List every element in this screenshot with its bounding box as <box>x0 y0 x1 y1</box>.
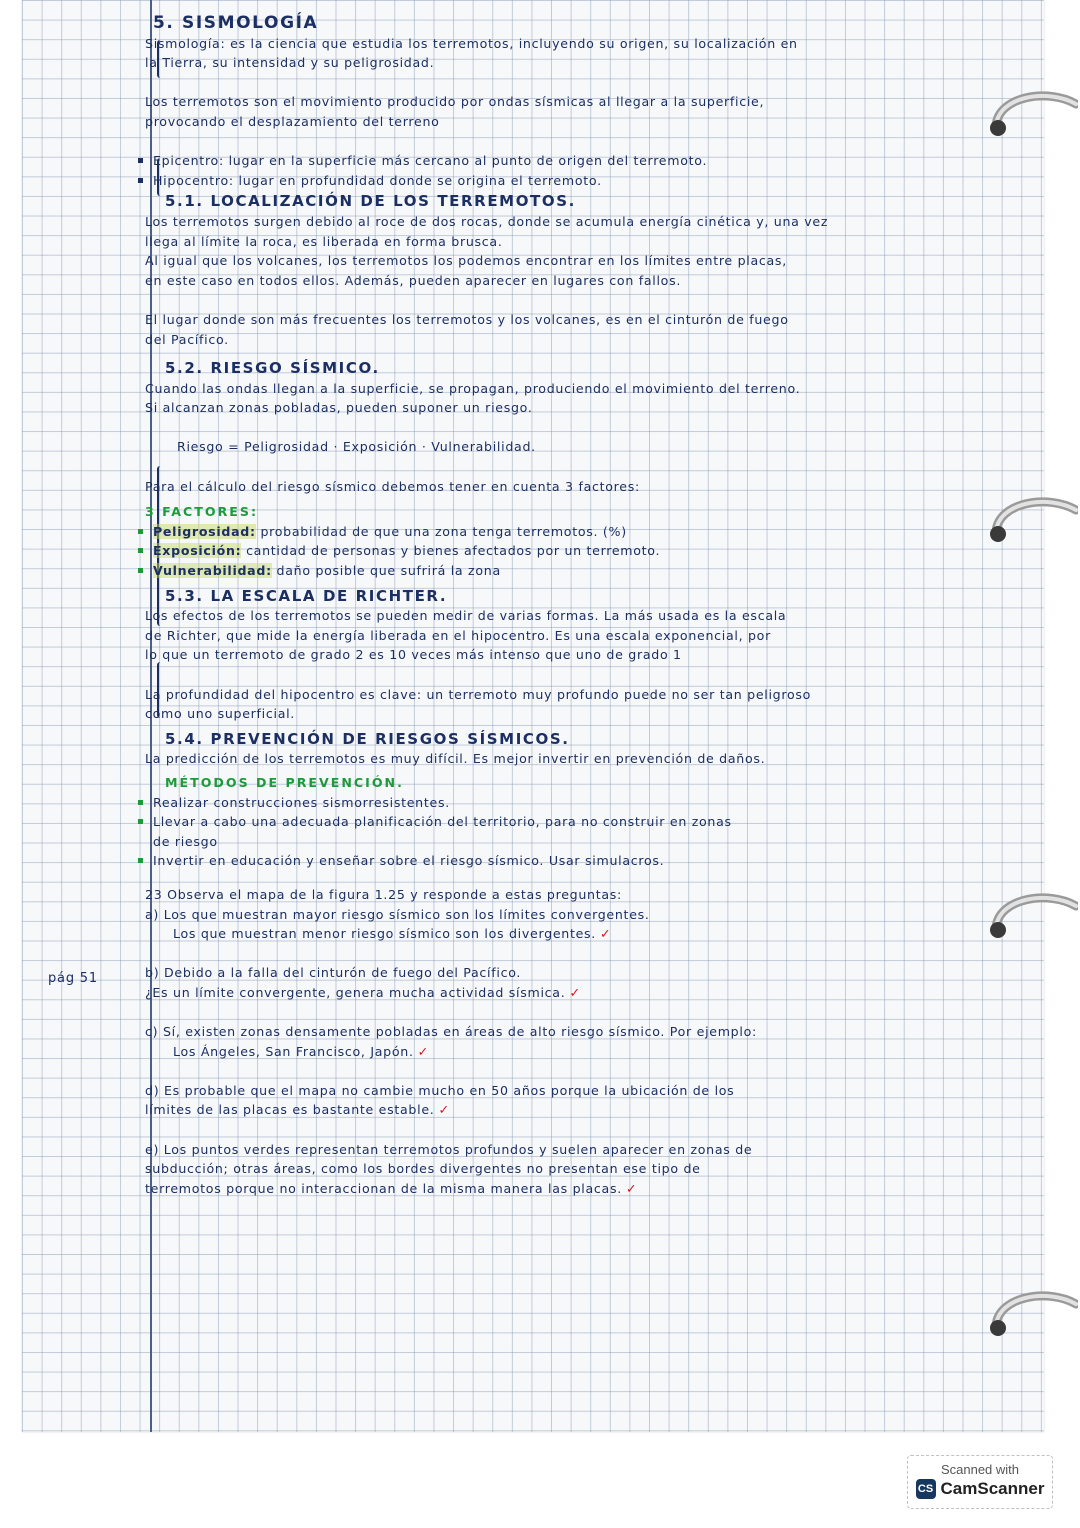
answer-line: c) Sí, existen zonas densamente pobladas en áreas de alto riesgo sísmico. Por ejemplo: <box>145 1024 757 1040</box>
section-title: 5.4. PREVENCIÓN DE RIESGOS SÍSMICOS. <box>165 729 570 748</box>
method-item: Realizar construcciones sismorresistentes. <box>145 793 1015 813</box>
stamp-brand <box>908 1479 1052 1499</box>
answer-line: d) Es probable que el mapa no cambie mucho en 50 años porque la ubicación de los <box>145 1082 735 1098</box>
notes-content <box>145 14 1015 1198</box>
factors-heading: 3 FACTORES: <box>145 504 258 520</box>
text-line: en este caso en todos ellos. Además, pueden aparecer en lugares con fallos. <box>145 272 682 288</box>
section-title: 5.1. LOCALIZACIÓN DE LOS TERREMOTOS. <box>165 192 576 211</box>
checkmark-icon: ✓ <box>417 1043 429 1059</box>
section-title: 5.3. LA ESCALA DE RICHTER. <box>165 586 448 605</box>
camscanner-logo-icon: CS <box>916 1479 936 1499</box>
checkmark-icon: ✓ <box>438 1102 450 1118</box>
text-line: Para el cálculo del riesgo sísmico debemos tener en cuenta 3 factores: <box>145 478 640 494</box>
methods-heading: MÉTODOS DE PREVENCIÓN. <box>165 774 404 790</box>
text-line: Si alcanzan zonas pobladas, pueden suponer un riesgo. <box>145 400 533 416</box>
answer-line: límites de las placas es bastante estable. ✓ <box>145 1102 450 1118</box>
text-line: La predicción de los terremotos es muy difícil. Es mejor invertir en prevención de daños. <box>145 751 766 767</box>
method-item: Llevar a cabo una adecuada planificación del territorio, para no construir en zonas <box>145 812 1015 832</box>
text-line: Cuando las ondas llegan a la superficie, se propagan, produciendo el movimiento del terreno. <box>145 380 801 396</box>
factor-term: Peligrosidad: <box>153 523 256 539</box>
factor-item <box>145 522 1015 542</box>
text-line: La profundidad del hipocentro es clave: un terremoto muy profundo puede no ser tan peligroso <box>145 686 812 702</box>
answer-line: e) Los puntos verdes representan terremotos profundos y suelen aparecer en zonas de <box>145 1141 753 1157</box>
camscanner-stamp <box>907 1455 1053 1509</box>
text-line: Los terremotos son el movimiento producido por ondas sísmicas al llegar a la superficie, <box>145 94 765 110</box>
text-line: Sismología: es la ciencia que estudia los terremotos, incluyendo su origen, su localización en <box>145 35 798 51</box>
page-reference: pág 51 <box>48 971 98 986</box>
section-title: 5. SISMOLOGÍA <box>153 13 319 33</box>
exercise-question: 23 Observa el mapa de la figura 1.25 y responde a estas preguntas: <box>145 886 622 902</box>
text-line: Los terremotos surgen debido al roce de dos rocas, donde se acumula energía cinética y, una vez <box>145 213 829 229</box>
text-line: lo que un terremoto de grado 2 es 10 veces más intenso que uno de grado 1 <box>145 647 682 663</box>
text-line: del Pacífico. <box>145 331 229 347</box>
answer-line: terremotos porque no interaccionan de la misma manera las placas. ✓ <box>145 1180 638 1196</box>
answer-line: subducción; otras áreas, como los bordes divergentes no presentan ese tipo de <box>145 1161 701 1177</box>
text-line: como uno superficial. <box>145 706 296 722</box>
method-item-continued: de riesgo <box>153 833 218 849</box>
answer-line: b) Debido a la falla del cinturón de fuego del Pacífico. <box>145 965 522 981</box>
bullet-item: Epicentro: lugar en la superficie más cercano al punto de origen del terremoto. <box>145 151 1015 171</box>
checkmark-icon: ✓ <box>600 926 612 942</box>
text-line: llega al límite la roca, es liberada en forma brusca. <box>145 233 503 249</box>
text-line: El lugar donde son más frecuentes los terremotos y los volcanes, es en el cinturón de fuego <box>145 311 789 327</box>
binder-ring-icon <box>988 1286 1078 1338</box>
text-line: provocando el desplazamiento del terreno <box>145 113 440 129</box>
checkmark-icon: ✓ <box>569 984 581 1000</box>
answer-line: Los Ángeles, San Francisco, Japón. ✓ <box>173 1043 429 1059</box>
stamp-caption: Scanned with <box>940 1462 1020 1477</box>
answer-line: a) Los que muestran mayor riesgo sísmico son los límites convergentes. <box>145 906 650 922</box>
text-line: Al igual que los volcanes, los terremotos los podemos encontrar en los límites entre placas, <box>145 253 787 269</box>
checkmark-icon: ✓ <box>625 1180 638 1196</box>
factor-item <box>145 561 1015 581</box>
text-line: la Tierra, su intensidad y su peligrosidad. <box>145 55 435 71</box>
answer-line: Los que muestran menor riesgo sísmico son los divergentes. ✓ <box>173 926 612 942</box>
factor-item <box>145 541 1015 561</box>
factor-text: probabilidad de que una zona tenga terremotos. (%) <box>260 523 627 539</box>
text-line: Los efectos de los terremotos se pueden medir de varias formas. La más usada es la escala <box>145 608 787 624</box>
section-title: 5.2. RIESGO SÍSMICO. <box>165 359 380 378</box>
answer-line: ¿Es un límite convergente, genera mucha actividad sísmica. ✓ <box>145 984 581 1000</box>
factor-term: Exposición: <box>153 543 242 559</box>
factor-text: daño posible que sufrirá la zona <box>276 563 501 579</box>
bullet-item: Hipocentro: lugar en profundidad donde se origina el terremoto. <box>145 171 1015 191</box>
risk-formula: Riesgo = Peligrosidad · Exposición · Vulnerabilidad. <box>177 439 536 455</box>
stamp-brand-name: CamScanner <box>940 1479 1045 1498</box>
method-item: Invertir en educación y enseñar sobre el riesgo sísmico. Usar simulacros. <box>145 851 1015 871</box>
factor-text: cantidad de personas y bienes afectados por un terremoto. <box>246 543 661 559</box>
text-line: de Richter, que mide la energía liberada en el hipocentro. Es una escala exponencial, por <box>145 627 771 643</box>
factor-term: Vulnerabilidad: <box>153 563 272 579</box>
